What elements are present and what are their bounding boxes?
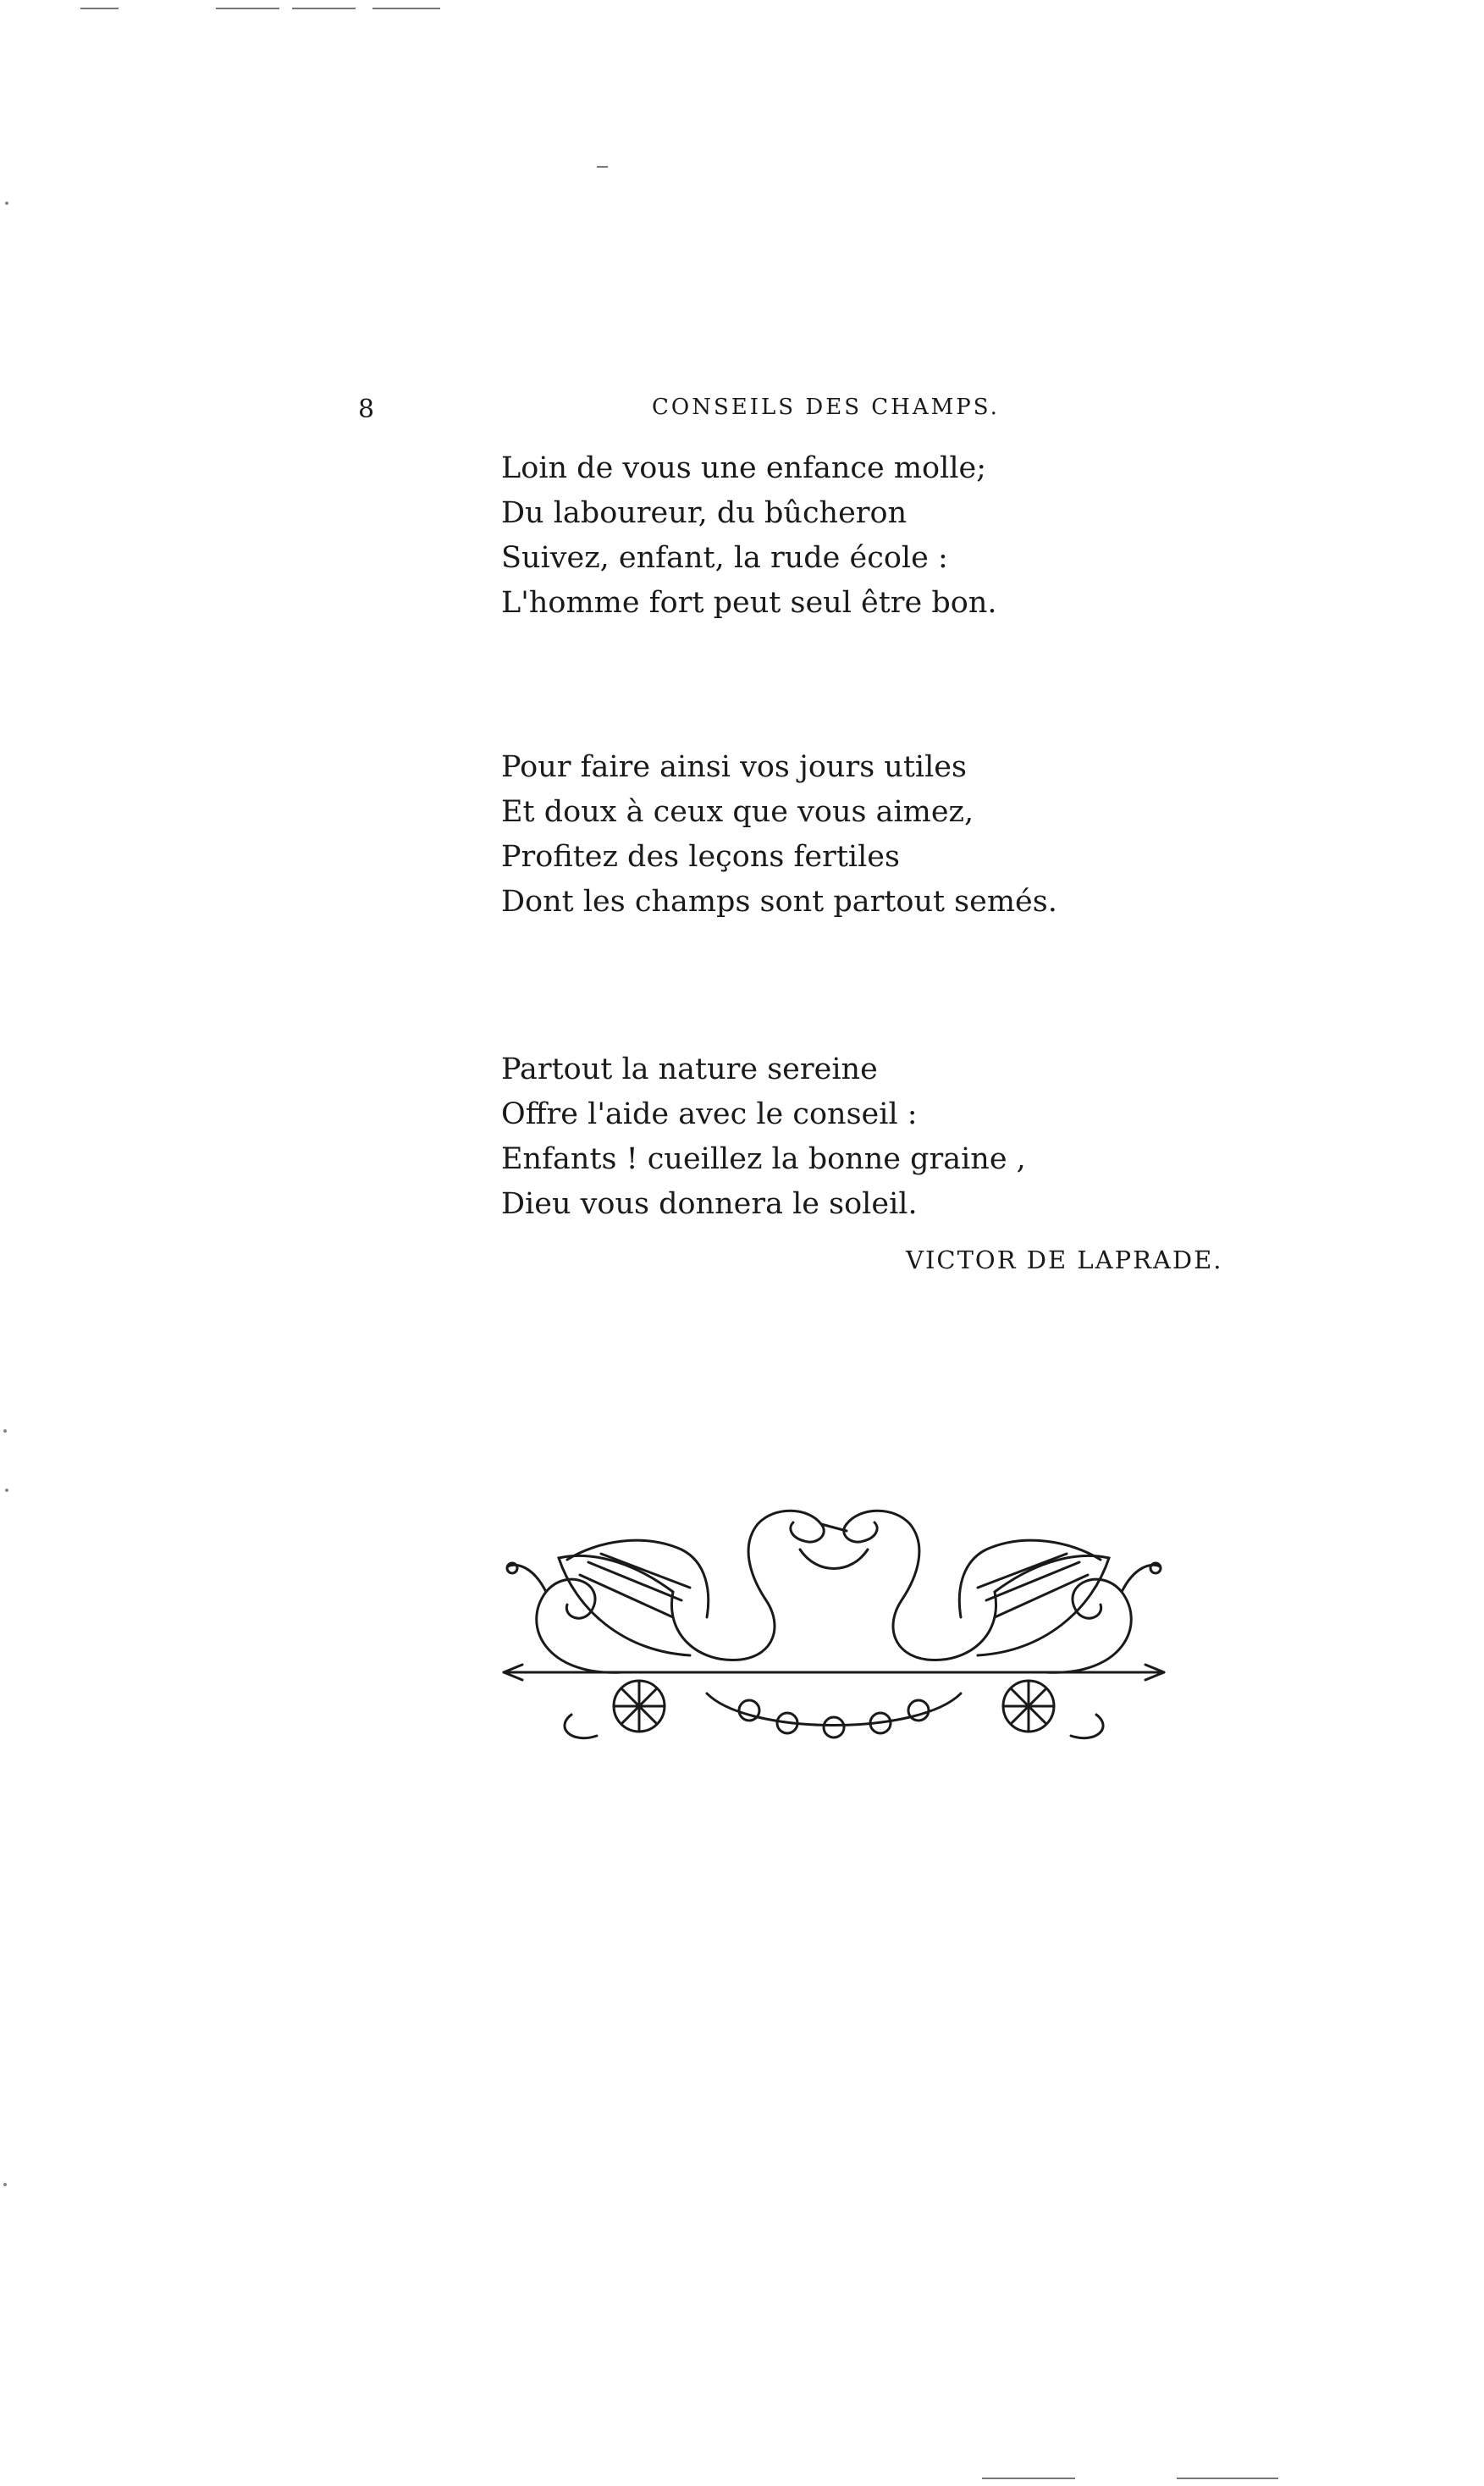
stanza-3: [501, 1047, 1145, 1227]
verse-line: L'homme fort peut seul être bon.: [501, 586, 997, 620]
author-signature: VICTOR DE LAPRADE.: [906, 1246, 1223, 1274]
verse-line: Dont les champs sont partout semés.: [501, 885, 1057, 919]
verse-line: Pour faire ainsi vos jours utiles: [501, 750, 967, 784]
verse-line: Enfants ! cueillez la bonne graine ,: [501, 1142, 1026, 1176]
verse-line: Et doux à ceux que vous aimez,: [501, 795, 974, 829]
verse-line: Loin de vous une enfance molle;: [501, 451, 987, 485]
verse-line: Offre l'aide avec le conseil :: [501, 1097, 918, 1131]
stanza-1: [501, 446, 1145, 626]
verse-line: Du laboureur, du bûcheron: [501, 496, 908, 530]
stanza-2: [501, 745, 1145, 925]
verse-line: Profitez des leçons fertiles: [501, 840, 900, 874]
swans-vignette-icon: [495, 1482, 1172, 1770]
verse-line: Suivez, enfant, la rude école :: [501, 541, 948, 575]
verse-line: Dieu vous donnera le soleil.: [501, 1187, 918, 1221]
verse-line: Partout la nature sereine: [501, 1052, 878, 1086]
running-head: CONSEILS DES CHAMPS.: [652, 395, 1000, 420]
page-number: 8: [358, 395, 375, 424]
